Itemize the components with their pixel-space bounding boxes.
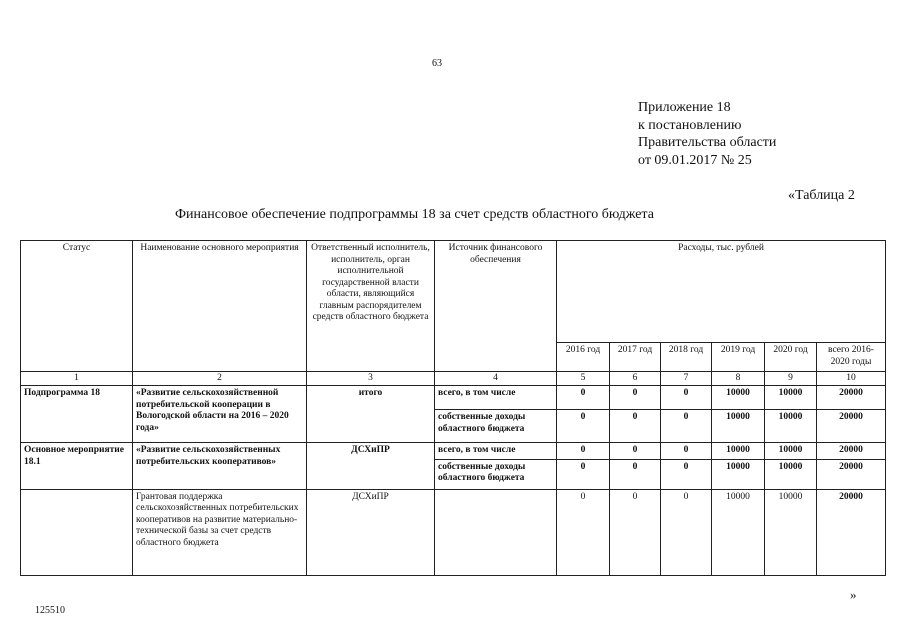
value-cell: 0 — [610, 410, 661, 443]
value-cell: 20000 — [817, 410, 886, 443]
header-year-total: всего 2016-2020 годы — [817, 343, 886, 372]
value-cell: 0 — [610, 489, 661, 575]
finance-table-container — [20, 240, 885, 585]
source-cell: собственные доходы областного бюджета — [435, 410, 557, 443]
name-cell: «Развитие сельскохозяйственной потребительской кооперации в Вологодской области на 2016 – 2020 года» — [133, 386, 307, 443]
value-cell: 10000 — [712, 410, 765, 443]
value-cell: 10000 — [712, 459, 765, 489]
header-year: 2018 год — [661, 343, 712, 372]
value-cell: 10000 — [712, 386, 765, 410]
closing-quote: » — [850, 587, 857, 602]
appendix-line: Правительства области — [638, 135, 777, 150]
header-status: Статус — [21, 241, 133, 372]
header-year: 2016 год — [557, 343, 610, 372]
value-cell: 0 — [610, 386, 661, 410]
page-number: 63 — [432, 58, 442, 69]
value-cell: 0 — [661, 410, 712, 443]
table-row — [21, 386, 886, 410]
header-year: 2019 год — [712, 343, 765, 372]
responsible-cell: ДСХиПР — [307, 443, 435, 490]
header-year: 2017 год — [610, 343, 661, 372]
value-cell: 0 — [557, 443, 610, 460]
table-row — [21, 489, 886, 575]
value-cell: 10000 — [765, 386, 817, 410]
value-cell: 10000 — [765, 459, 817, 489]
status-cell: Подпрограмма 18 — [21, 386, 133, 443]
value-cell: 0 — [557, 386, 610, 410]
header-expenses: Расходы, тыс. рублей — [557, 241, 886, 343]
column-number: 8 — [712, 372, 765, 386]
column-number: 6 — [610, 372, 661, 386]
value-cell: 0 — [557, 459, 610, 489]
column-number: 9 — [765, 372, 817, 386]
status-cell: Основное мероприятие 18.1 — [21, 443, 133, 490]
responsible-cell: итого — [307, 386, 435, 443]
column-number: 1 — [21, 372, 133, 386]
value-cell: 0 — [610, 459, 661, 489]
finance-table — [20, 240, 886, 576]
value-cell: 10000 — [765, 410, 817, 443]
appendix-line: к постановлению — [638, 117, 742, 133]
value-cell: 10000 — [712, 489, 765, 575]
column-number: 7 — [661, 372, 712, 386]
header-responsible: Ответственный исполнитель, исполнитель, орган исполнительной государственной власти области, являющийся главным распорядителем средств областного бюджета — [307, 241, 435, 372]
header-source: Источник финансового обеспечения — [435, 241, 557, 372]
header-name: Наименование основного мероприятия — [133, 241, 307, 372]
name-cell: «Развитие сельскохозяйственных потребительских кооперативов» — [133, 443, 307, 490]
name-cell: Грантовая поддержка сельскохозяйственных потребительских кооперативов на развитие материально-технической базы за счет средств областного бюджета — [133, 489, 307, 575]
column-number: 10 — [817, 372, 886, 386]
source-cell — [435, 489, 557, 575]
value-cell: 20000 — [817, 489, 886, 575]
source-cell: всего, в том числе — [435, 386, 557, 410]
column-number: 3 — [307, 372, 435, 386]
appendix-block — [638, 99, 776, 169]
document-code: 125510 — [35, 605, 65, 616]
value-cell: 10000 — [765, 489, 817, 575]
value-cell: 0 — [557, 410, 610, 443]
value-cell: 0 — [661, 459, 712, 489]
header-row — [21, 241, 886, 343]
value-cell: 0 — [610, 443, 661, 460]
value-cell: 0 — [661, 386, 712, 410]
value-cell: 0 — [661, 443, 712, 460]
column-numbers-row — [21, 372, 886, 386]
value-cell: 10000 — [765, 443, 817, 460]
appendix-line: от 09.01.2017 № 25 — [638, 152, 752, 168]
column-number: 5 — [557, 372, 610, 386]
table-label: «Таблица 2 — [788, 188, 855, 203]
value-cell: 20000 — [817, 443, 886, 460]
value-cell: 10000 — [712, 443, 765, 460]
column-number: 4 — [435, 372, 557, 386]
value-cell: 0 — [557, 489, 610, 575]
responsible-cell: ДСХиПР — [307, 489, 435, 575]
value-cell: 0 — [661, 489, 712, 575]
value-cell: 20000 — [817, 459, 886, 489]
document-title: Финансовое обеспечение подпрограммы 18 за счет средств областного бюджета — [175, 207, 654, 222]
column-number: 2 — [133, 372, 307, 386]
source-cell: всего, в том числе — [435, 443, 557, 460]
value-cell: 20000 — [817, 386, 886, 410]
appendix-line: Приложение 18 — [638, 100, 731, 115]
source-cell: собственные доходы областного бюджета — [435, 459, 557, 489]
table-row — [21, 443, 886, 460]
status-cell — [21, 489, 133, 575]
header-year: 2020 год — [765, 343, 817, 372]
